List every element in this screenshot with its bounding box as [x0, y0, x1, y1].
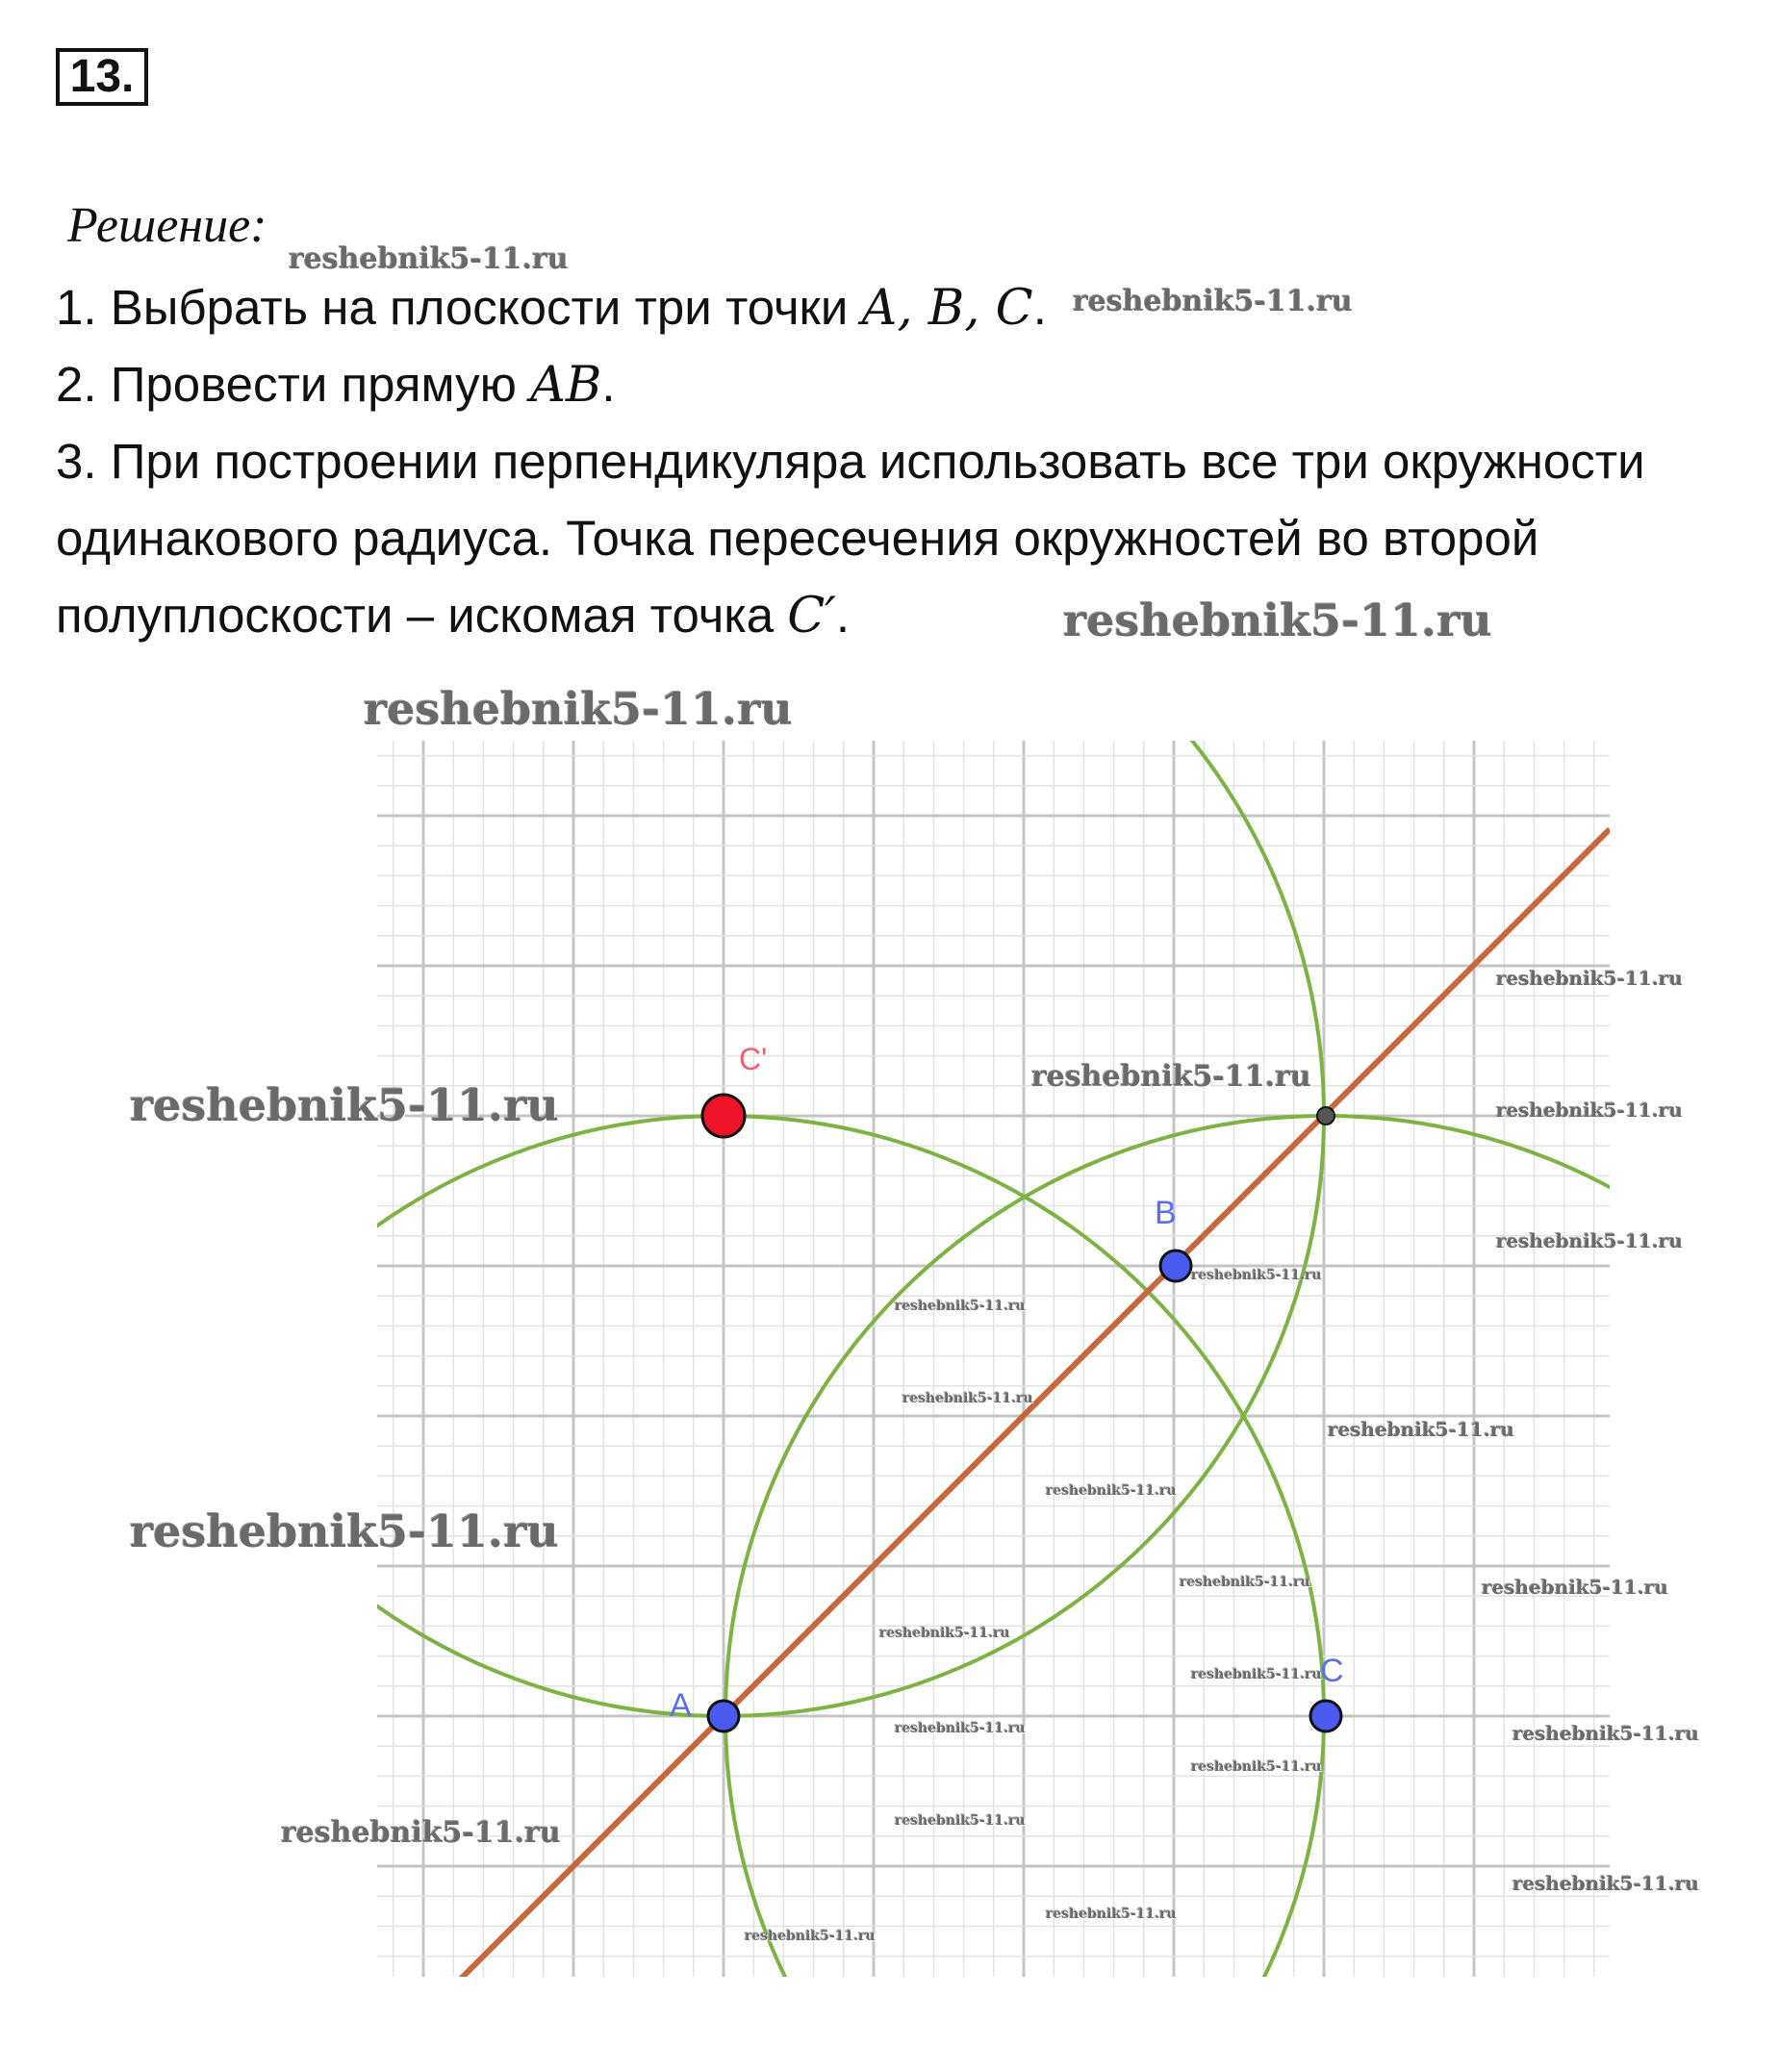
watermark: reshebnik5-11.ru — [1512, 1722, 1699, 1745]
watermark: reshebnik5-11.ru — [1496, 1099, 1683, 1122]
watermark: reshebnik5-11.ru — [1063, 594, 1492, 646]
watermark: reshebnik5-11.ru — [130, 1505, 559, 1557]
watermark: reshebnik5-11.ru — [289, 242, 569, 276]
watermark: reshebnik5-11.ru — [879, 1626, 1010, 1641]
step-3-line-3-end: . — [835, 588, 851, 643]
point-a — [708, 1701, 739, 1731]
watermark: reshebnik5-11.ru — [1191, 1268, 1322, 1283]
step-1-end: . — [1032, 280, 1047, 335]
step-2-math: AB — [530, 357, 602, 414]
step-3-line-2: одинакового радиуса. Точка пересечения окружностей во второй — [56, 511, 1539, 566]
label-c: C — [1320, 1653, 1344, 1689]
watermark: reshebnik5-11.ru — [1191, 1667, 1322, 1682]
point-b — [1160, 1251, 1191, 1281]
watermark: reshebnik5-11.ru — [1180, 1575, 1310, 1590]
point-c-prime — [702, 1095, 745, 1137]
point-c — [1310, 1701, 1341, 1731]
step-2-text: 2. Провести прямую — [56, 357, 531, 412]
watermark: reshebnik5-11.ru — [895, 1813, 1026, 1829]
grid — [377, 741, 1610, 1977]
step-2-end: . — [601, 357, 616, 412]
step-3-line-1: 3. При построении перпендикуляра использовать все три окружности — [56, 434, 1645, 489]
watermark: reshebnik5-11.ru — [895, 1721, 1026, 1736]
watermark: reshebnik5-11.ru — [281, 1816, 561, 1850]
label-a: A — [670, 1687, 692, 1724]
watermark: reshebnik5-11.ru — [1512, 1872, 1699, 1895]
watermark: reshebnik5-11.ru — [1496, 1229, 1683, 1252]
watermark: reshebnik5-11.ru — [1328, 1418, 1514, 1441]
step-1-text: 1. Выбрать на плоскости три точки — [56, 280, 862, 335]
task-number: 13. — [56, 48, 148, 106]
label-b: B — [1155, 1195, 1177, 1231]
label-c-prime: C' — [739, 1042, 768, 1076]
watermark: reshebnik5-11.ru — [895, 1299, 1026, 1314]
watermark: reshebnik5-11.ru — [364, 683, 793, 735]
watermark: reshebnik5-11.ru — [745, 1929, 876, 1944]
watermark: reshebnik5-11.ru — [1046, 1907, 1177, 1922]
watermark: reshebnik5-11.ru — [1496, 967, 1683, 990]
watermark: reshebnik5-11.ru — [1482, 1576, 1668, 1599]
line-ab — [452, 829, 1610, 1987]
step-1-math: A, B, C — [861, 280, 1033, 337]
watermark: reshebnik5-11.ru — [902, 1391, 1033, 1406]
watermark: reshebnik5-11.ru — [1073, 285, 1353, 318]
solution-heading: Решение: — [67, 198, 267, 253]
auxiliary-point — [1317, 1107, 1334, 1124]
step-3-line-3-text: полуплоскости – искомая точка — [56, 588, 788, 643]
watermark: reshebnik5-11.ru — [130, 1079, 559, 1131]
watermark: reshebnik5-11.ru — [1046, 1483, 1177, 1499]
watermark: reshebnik5-11.ru — [1031, 1060, 1311, 1094]
watermark: reshebnik5-11.ru — [1191, 1759, 1322, 1775]
step-3-line-3-math: C′ — [787, 588, 836, 644]
